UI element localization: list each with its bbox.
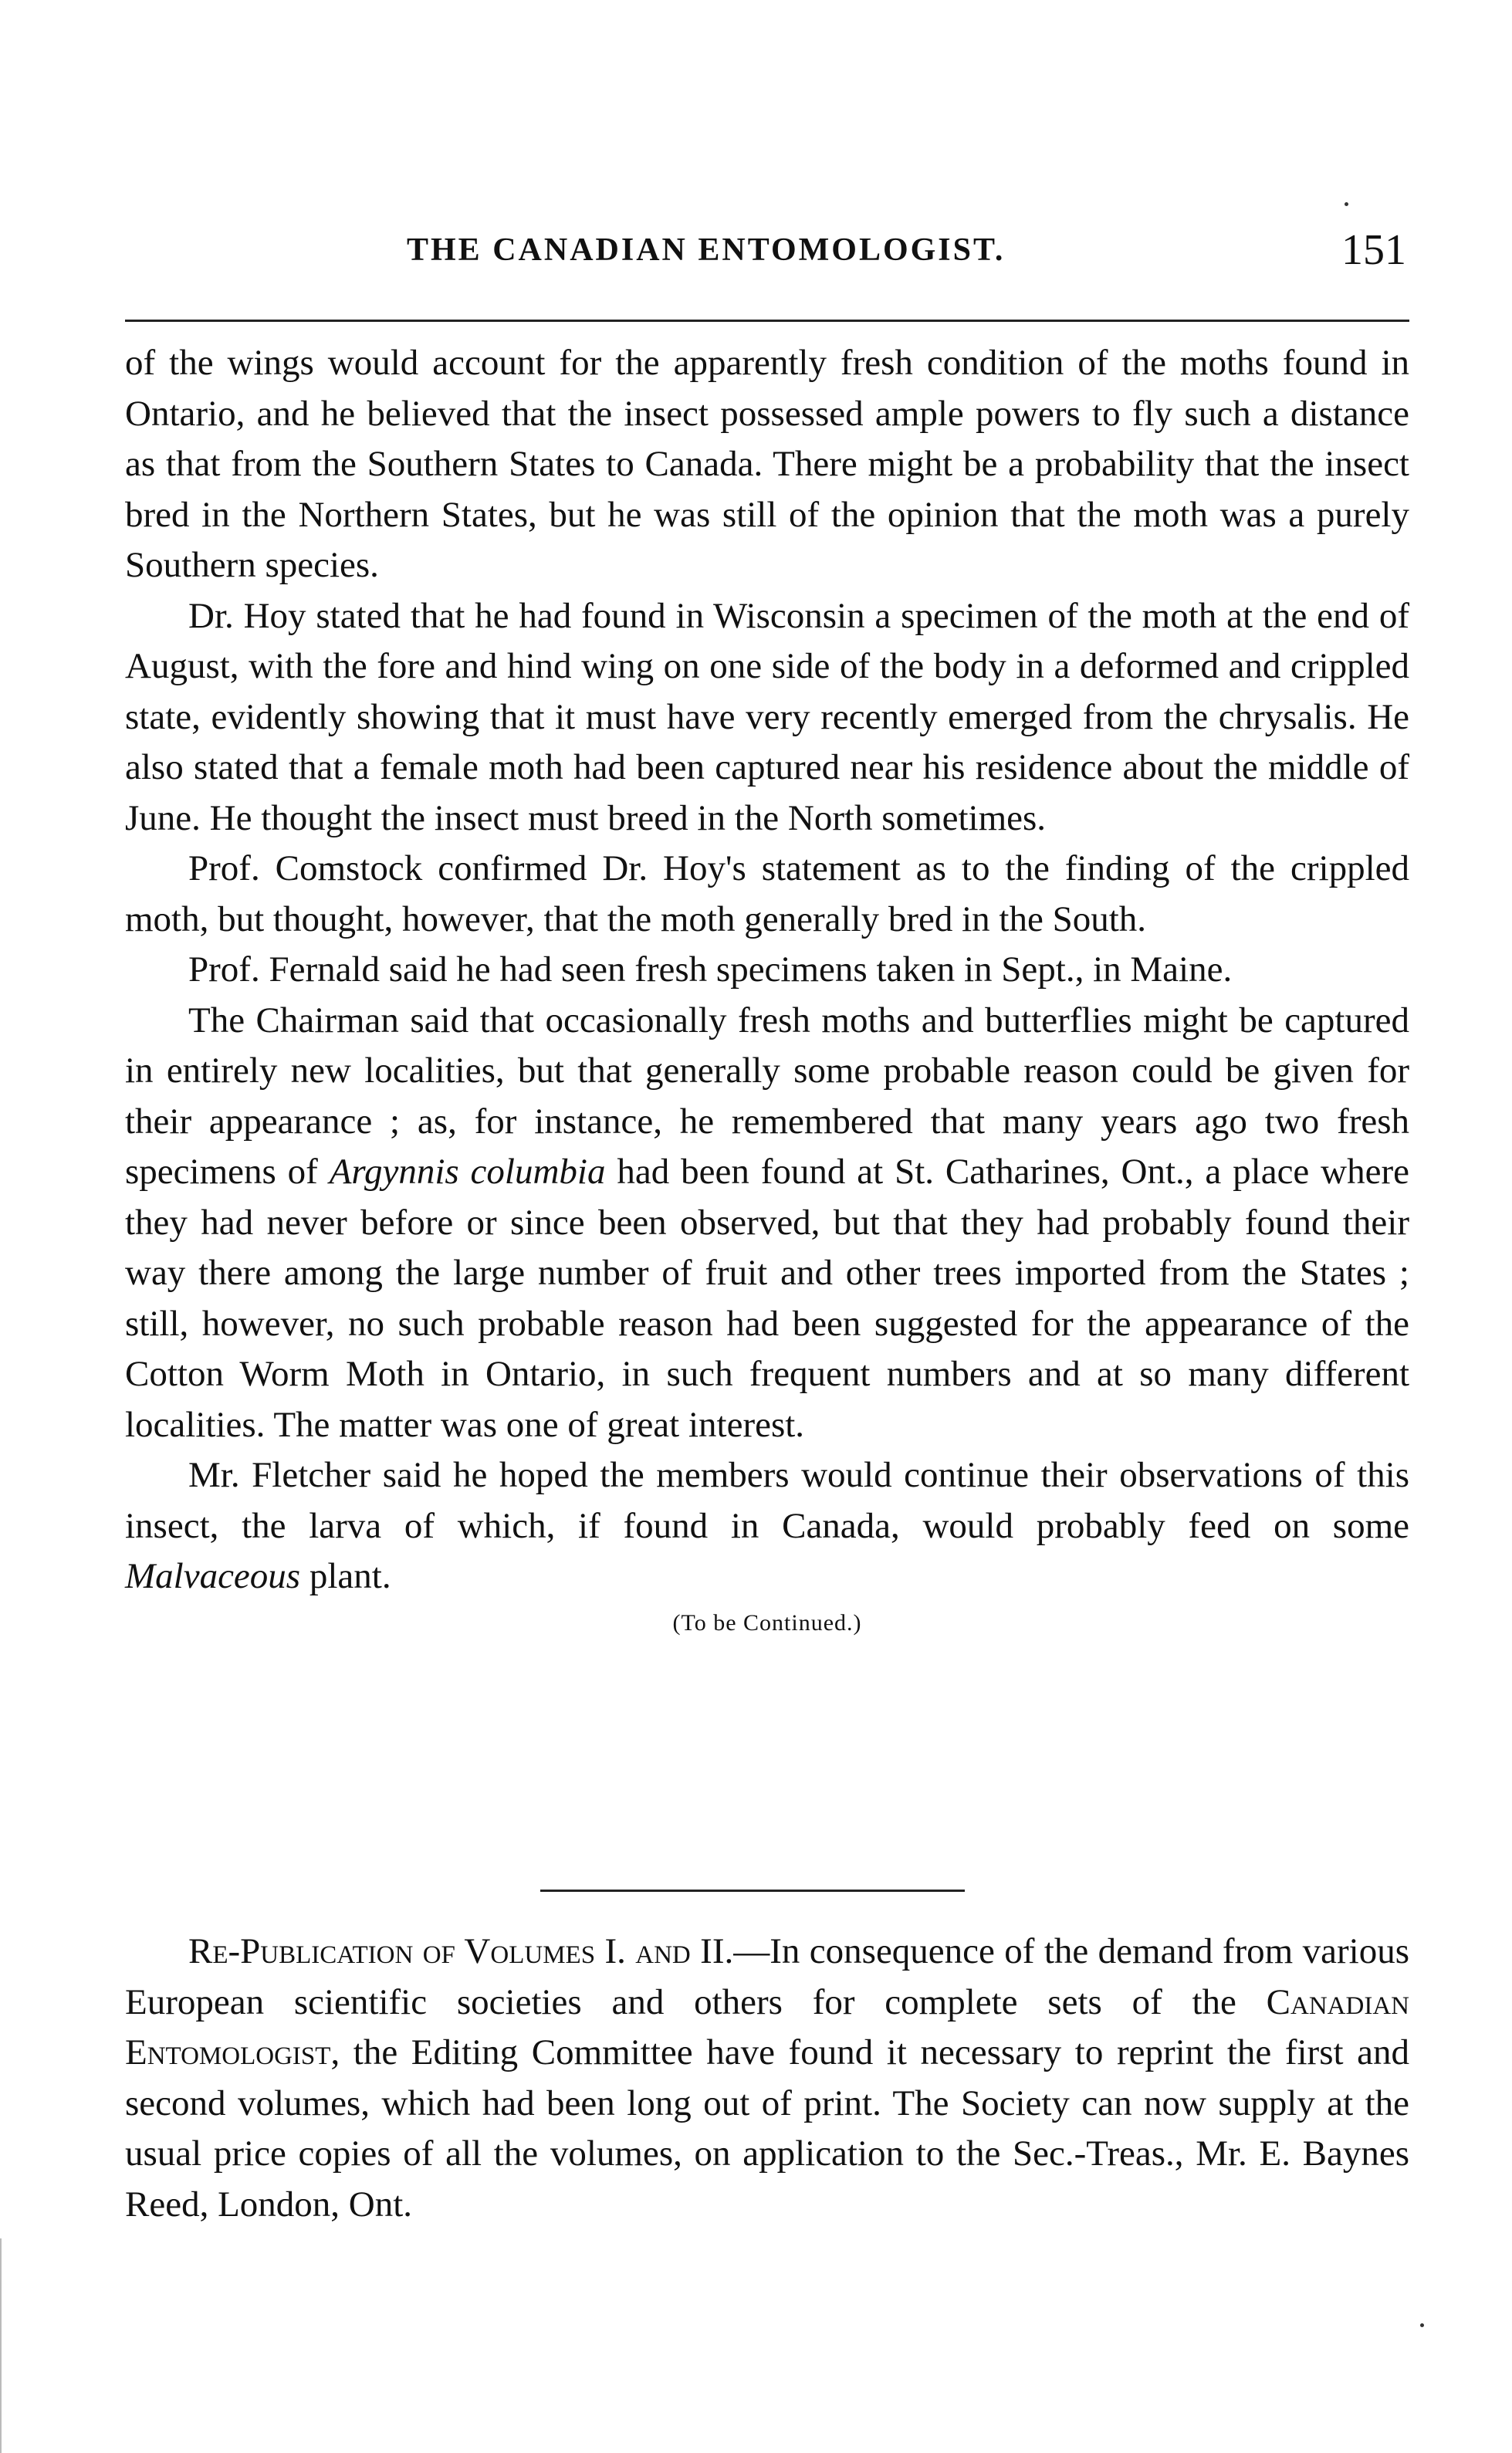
paragraph-continuation: of the wings would account for the apparently fresh condition of the moths found in Ontario, and he believed that the insect possessed ample powers to fly such a distance as that from the Southern States to Canada. There might be a probability that the insect bred in the Northern States, but he was still of the opinion that the moth was a purely Southern species. bbox=[125, 343, 1409, 585]
scan-speck bbox=[1420, 2323, 1424, 2327]
fletcher-text-after: plant. bbox=[300, 1556, 391, 1596]
scan-speck bbox=[1345, 202, 1348, 206]
paragraph-comstock: Prof. Comstock confirmed Dr. Hoy's statement as to the finding of the crippled moth, but thought, however, that the moth generally bred in the South. bbox=[125, 848, 1409, 939]
notice-heading: Re-Publication of Volumes I. and II. bbox=[188, 1931, 734, 1971]
paragraph-fletcher bbox=[125, 1450, 1409, 1602]
chairman-text-before: The Chairman said that occasionally fresh moths and butterflies might be captured in entirely new localities, but that generally some probable reason could be given for their appearance ; as, for instance, he remembered that many years ago two fresh specimens of bbox=[125, 1000, 1409, 1192]
page-header bbox=[125, 225, 1409, 287]
notice-text-2: , the Editing Committee have found it necessary to reprint the first and second volumes, which had been long out of print. The Society can now supply at the usual price copies of all the volumes, on application to the Sec.-Treas., Mr. E. Baynes Reed, London, Ont. bbox=[125, 2032, 1409, 2225]
republication-notice bbox=[125, 1927, 1409, 2230]
running-title: THE CANADIAN ENTOMOLOGIST. bbox=[407, 232, 1006, 268]
section-rule bbox=[540, 1890, 965, 1892]
paragraph-chairman bbox=[125, 996, 1409, 1451]
article-body bbox=[125, 338, 1409, 1641]
notice-dash: — bbox=[733, 1931, 770, 1971]
notice-text-1: In consequence of the demand from various European scientific societies and others for complete sets of the bbox=[125, 1931, 1409, 2022]
paragraph-fernald: Prof. Fernald said he had seen fresh specimens taken in Sept., in Maine. bbox=[188, 949, 1233, 990]
plant-name: Malvaceous bbox=[125, 1556, 301, 1596]
scan-edge-line bbox=[0, 2238, 2, 2453]
fletcher-text-before: Mr. Fletcher said he hoped the members would continue their observations of this insect, the larva of which, if found in Canada, would probably feed on some bbox=[125, 1455, 1409, 1546]
species-name: Argynnis columbia bbox=[329, 1152, 606, 1192]
continued-note: (To be Continued.) bbox=[672, 1609, 862, 1636]
header-rule bbox=[125, 320, 1409, 322]
journal-name: Canadian Entomologist bbox=[125, 1981, 1409, 2072]
notice-paragraph bbox=[125, 1927, 1409, 2230]
page-number: 151 bbox=[1341, 226, 1406, 274]
paragraph-hoy: Dr. Hoy stated that he had found in Wisconsin a specimen of the moth at the end of August, with the fore and hind wing on one side of the body in a deformed and crippled state, evidently showing that it must have very recently emerged from the chrysalis. He also stated that a female moth had been captured near his residence about the middle of June. He thought the insect must breed in the North sometimes. bbox=[125, 595, 1409, 838]
chairman-text-after: had been found at St. Catharines, Ont., a place where they had never before or since been observed, but that they had probably found their way there among the large number of fruit and other trees imported from the States ; still, however, no such probable reason had been suggested for the appearance of the Cotton Worm Moth in Ontario, in such frequent numbers and at so many different localities. The matter was one of great interest. bbox=[125, 1152, 1409, 1445]
